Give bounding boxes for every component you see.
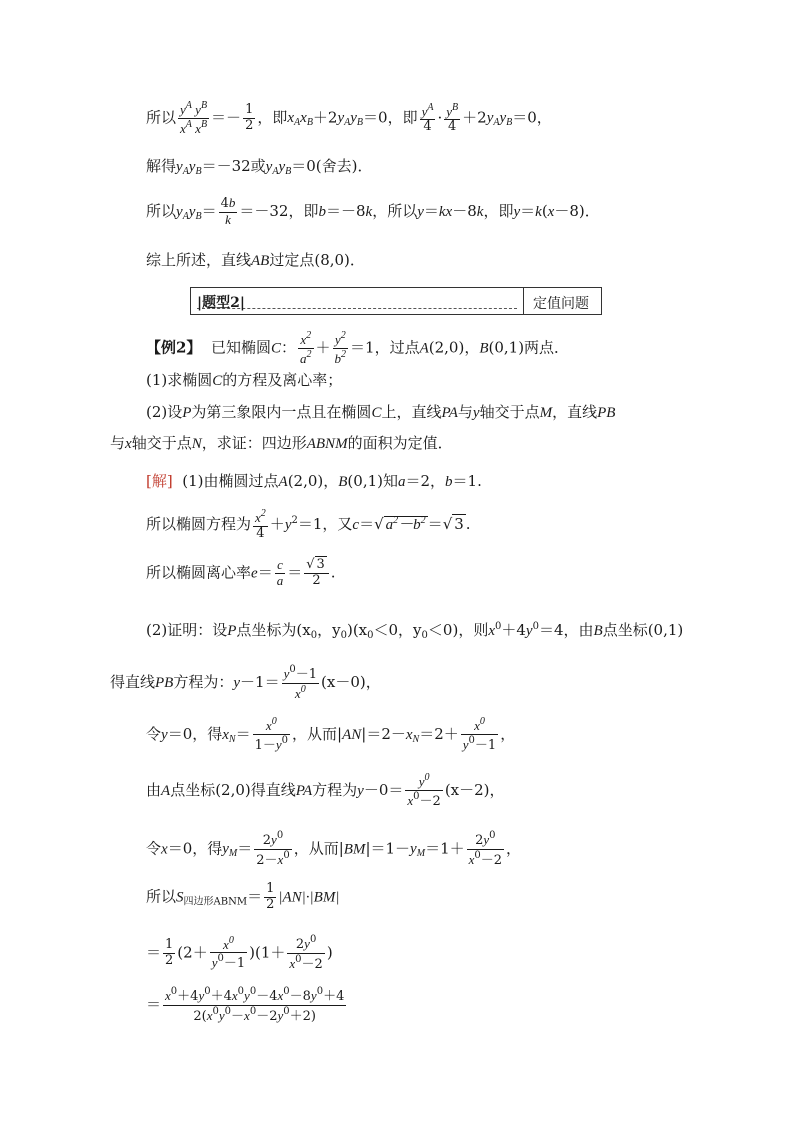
line-2: 解得$y_Ay_B=-32$或$y_Ay_B=0$(舍去)．	[146, 157, 373, 177]
line-1: 所以 $\frac{y^A y^B}{x^A x^B}$ ＝－ $\frac{1}{2}$ ，即$x_Ax_B+2y_Ay_B=0$，即 $\frac{y^A}{4}$ · $\frac{y^B}{4}$ $+2y_Ay_B=0$，	[146, 100, 552, 136]
proof-3: 令y＝0，得$x_N=$ $\frac{x^0}{1-y^0}$ ，从而$|AN|=2-x_N=2+$ $\frac{x^0}{y^0-1}$ ，	[146, 716, 516, 753]
proof-7: ＝ $\frac{1}{2}$ (2＋ $\frac{x^0}{y^0-1}$ )(1＋ $\frac{2y^0}{x^0-2}$ )	[146, 934, 333, 972]
solution-3: 所以椭圆离心率e＝ $\frac{c}{a}$ ＝ $\frac{√ 3}{2}$ .	[146, 557, 336, 588]
example-statement: 【例2】 已知椭圆C： $\frac{x^2}{a^2}$ ＋ $\frac{y^2}{b^2}$ ＝1，过点A(2,0)，B(0,1)两点．	[146, 330, 570, 366]
proof-6: 所以$S_{四边形ABNM}=$ $\frac{1}{2}$ |AN|·|BM|	[146, 881, 340, 912]
question-type-box	[190, 287, 602, 315]
line-4: 综上所述，直线AB过定点(8,0)．	[146, 251, 365, 269]
type-name: 定值问题	[533, 296, 589, 312]
divider	[523, 288, 524, 314]
final-fraction: $\frac{x^0+4y^0+4x^0y^0-4x^0-8y^0+4}{2(x^0y^0-x^0-2y^0+2)}$	[165, 986, 345, 1024]
question-2: (2)设P为第三象限内一点且在椭圆C上，直线PA与y轴交于点M，直线PB	[146, 403, 616, 421]
proof-5: 令x＝0，得$y_M=$ $\frac{2y^0}{2-x^0}$ ，从而$|BM|=1-y_M=1+$ $\frac{2y^0}{x^0-2}$ ，	[146, 830, 522, 868]
solution-tag: [解]	[146, 472, 173, 490]
proof-1: (2)证明：设P点坐标为($x_0$，$y_0)(x_0<0$，$y_0<0$)，则$x^0+4y^0=4$，由B点坐标(0,1)	[146, 621, 684, 641]
proof-8: ＝ $\frac{x^0+4y^0+4x^0y^0-4x^0-8y^0+4}{2(x^0y^0-x^0-2y^0+2)}$	[146, 986, 345, 1024]
proof-2: 得直线PB方程为：y－1＝ $\frac{y^0-1}{x^0}$ (x－0)，	[110, 664, 381, 701]
question-2-cont: 与x轴交于点N，求证：四边形ABNM的面积为定值．	[110, 434, 453, 452]
solution-1: [解] (1)由椭圆过点A(2,0)，B(0,1)知a＝2，b＝1.	[146, 472, 482, 490]
proof-4: 由A点坐标(2,0)得直线PA方程为y－0＝ $\frac{y^0}{x^0-2}$ (x－2)，	[146, 772, 505, 809]
question-1: (1)求椭圆C的方程及离心率；	[146, 371, 343, 389]
fraction-ya-xa-yb-xb: $\frac{y^A y^B}{x^A x^B}$	[180, 100, 208, 136]
type-label: |题型2|	[197, 292, 517, 309]
line-3: 所以$y_Ay_B=$ $\frac{4b}{k}$ ＝－32，即b＝－8k，所以y＝kx－8k，即y＝k(x－8)．	[146, 195, 600, 227]
solution-2: 所以椭圆方程为 $\frac{x^2}{4}$ $+y^2=1$，又c＝√ $a^2-b^2$ ＝√ 3 .	[146, 508, 471, 541]
